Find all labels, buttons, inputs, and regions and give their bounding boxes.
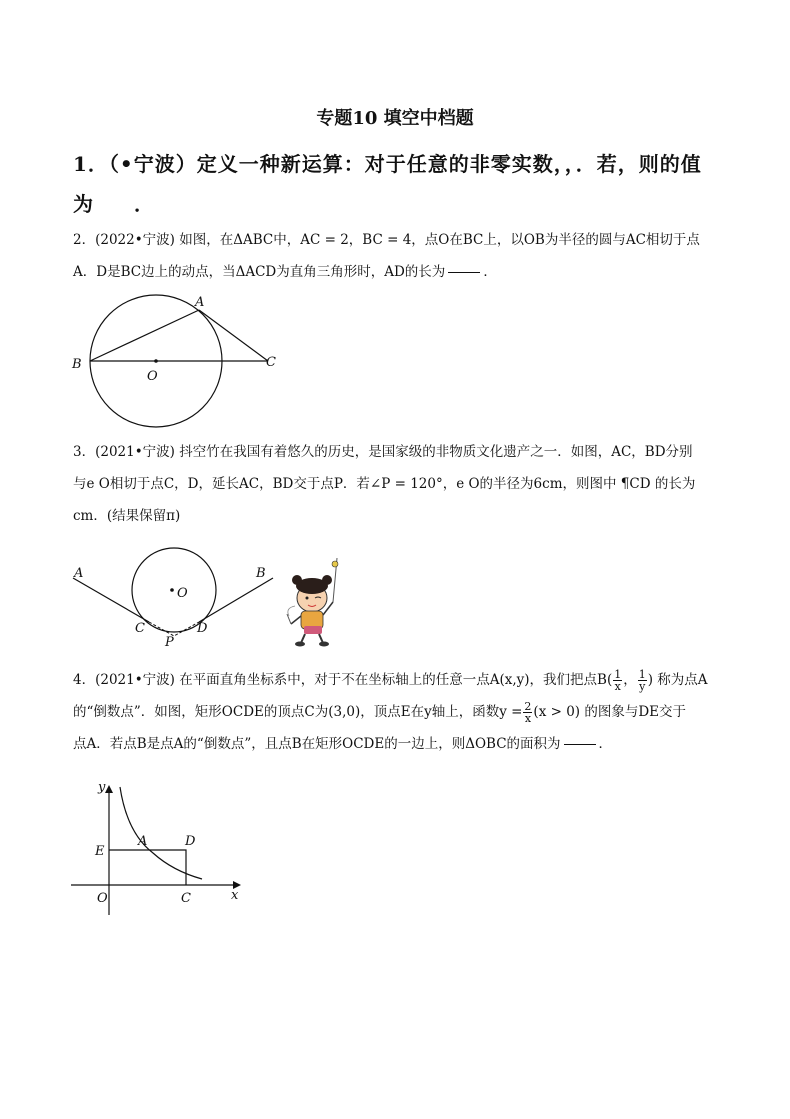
question-4-line-1a: 4．(2021•宁波) 在平面直角坐标系中，对于不在坐标轴上的任意一点A(x,y)，我们把点B( [73, 672, 613, 688]
answer-blank [448, 272, 480, 273]
label-b: B [256, 566, 266, 581]
question-1-text-cont: 为 [73, 192, 94, 216]
label-a: A [195, 295, 205, 310]
question-2 [73, 224, 723, 288]
question-3-line-3: cm．(结果保留π) [73, 508, 181, 524]
question-2-end: ． [483, 264, 497, 280]
label-p: P [165, 635, 174, 650]
label-o: O [147, 369, 158, 384]
label-c: C [181, 891, 191, 906]
question-4-line-1b: ) 称为点A [647, 672, 708, 688]
question-4-end: ． [598, 736, 613, 752]
question-1-end: ． [134, 192, 155, 216]
label-x: x [231, 888, 239, 903]
label-y: y [98, 780, 106, 795]
question-4-line-2b: (x > 0) 的图象与DE交于 [533, 704, 687, 720]
label-e: E [95, 844, 105, 859]
question-3-line-1: 3．(2021•宁波) 抖空竹在我国有着悠久的历史，是国家级的非物质文化遗产之一．如图，AC，BD分别 [73, 444, 693, 460]
cartoon-girl-illustration [287, 558, 338, 647]
label-o: O [177, 586, 188, 601]
label-o: O [97, 891, 108, 906]
question-3-line-2: 与e O相切于点C，D，延长AC，BD交于点P．若∠P = 120°，e O的半径为6cm，则图中 ¶CD 的长为 [73, 476, 696, 492]
point-o [170, 588, 174, 592]
label-d: D [197, 621, 208, 636]
fraction-1-over-y: $\frac{1}{y}$ [638, 668, 646, 693]
segment-ac [199, 310, 268, 361]
question-4 [73, 664, 723, 760]
figure-circle-triangle [65, 290, 295, 430]
question-1 [73, 144, 723, 224]
extension-dashed [149, 622, 199, 636]
question-1-number: 1． [73, 152, 109, 176]
label-a: A [74, 566, 84, 581]
answer-blank [564, 744, 596, 745]
question-2-line-1: 2．(2022•宁波) 如图，在ΔABC中，AC = 2，BC = 4，点O在BC上，以OB为半径的圆与AC相切于点 [73, 232, 700, 248]
comma: ， [623, 672, 637, 688]
label-d: D [185, 834, 196, 849]
tangent-bd [199, 578, 273, 622]
figure-diabolo [65, 540, 355, 652]
question-3 [73, 436, 723, 532]
question-2-line-2: A．D是BC边上的动点，当ΔACD为直角三角形时，AD的长为 [73, 264, 446, 280]
question-4-line-2a: 的“倒数点”．如图，矩形OCDE的顶点C为(3,0)，顶点E在y轴上，函数y = [73, 704, 523, 720]
label-c: C [135, 621, 145, 636]
fraction-1-over-x: $\frac{1}{x}$ [614, 668, 622, 693]
figure-coordinate-plane [65, 775, 255, 920]
tangent-ac [73, 578, 149, 622]
question-4-line-3: 点A．若点B是点A的“倒数点”，且点B在矩形OCDE的一边上，则ΔOBC的面积为 [73, 736, 561, 752]
point-o [154, 359, 158, 363]
question-1-text: 定义一种新运算：对于任意的非零实数，，．若，则的值 [196, 152, 702, 176]
label-b: B [72, 357, 82, 372]
question-1-source: （•宁波） [108, 152, 197, 176]
label-a: A [138, 834, 148, 849]
label-c: C [266, 355, 276, 370]
page-title: 专题10 填空中档题 [316, 108, 474, 129]
y-axis-arrow [105, 785, 113, 793]
hyperbola-curve [120, 787, 202, 879]
fraction-2-over-x: $\frac{2}{x}$ [524, 700, 532, 725]
